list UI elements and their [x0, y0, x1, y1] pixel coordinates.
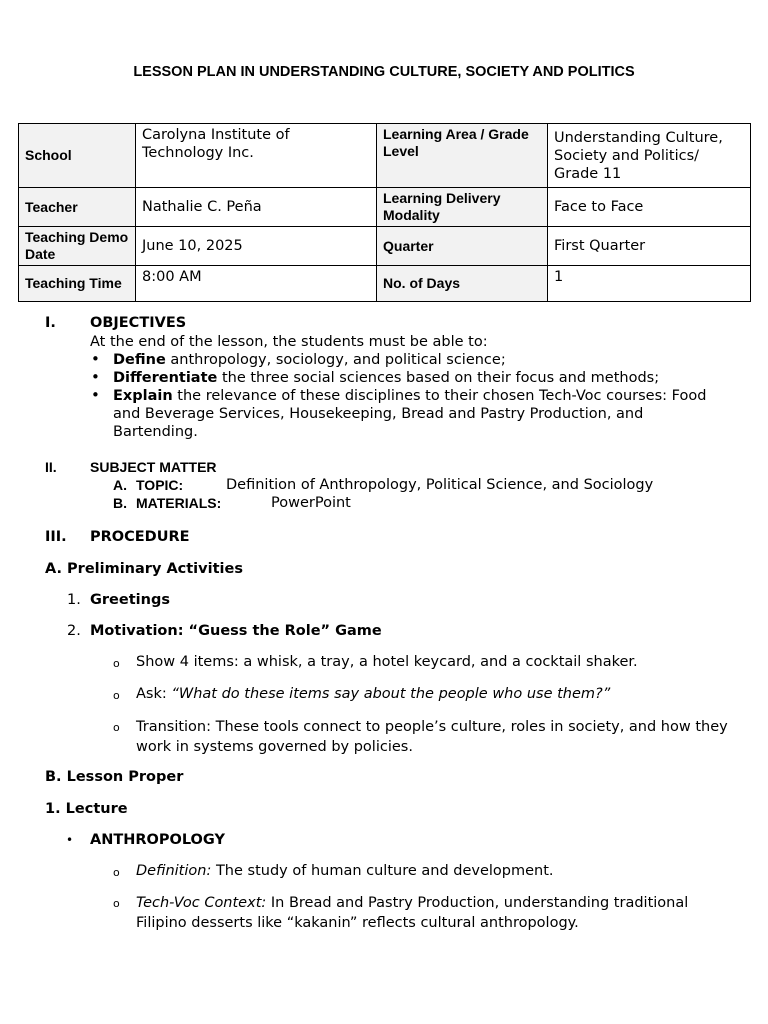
materials-value: PowerPoint [271, 495, 351, 511]
school-value: Carolyna Institute of Technology Inc. [136, 124, 377, 188]
subject-matter-number: II. [45, 459, 57, 475]
motivation-transition-item: Transition: These tools connect to people’s culture, roles in society, and how they work in systems governed by policies. [136, 719, 728, 755]
bullet-icon: • [66, 833, 74, 847]
objective-text: anthropology, sociology, and political science; [165, 352, 506, 368]
ask-label: Ask: [136, 686, 172, 702]
topic-label: TOPIC: [136, 477, 184, 493]
objective-item [113, 351, 733, 369]
lesson-proper-heading: B. Lesson Proper [45, 769, 184, 785]
page-title: LESSON PLAN IN UNDERSTANDING CULTURE, SOCIETY AND POLITICS [133, 64, 635, 80]
objectives-intro: At the end of the lesson, the students must be able to: [90, 334, 488, 350]
objective-text: the three social sciences based on their focus and methods; [217, 370, 660, 386]
circle-bullet-icon: o [113, 721, 120, 734]
lecture-heading: 1. Lecture [45, 801, 128, 817]
circle-bullet-icon: o [113, 897, 120, 910]
procedure-heading: PROCEDURE [90, 529, 190, 545]
modality-value: Face to Face [548, 188, 751, 227]
circle-bullet-icon: o [113, 866, 120, 879]
time-label: Teaching Time [19, 266, 136, 302]
demo-date-value: June 10, 2025 [136, 227, 377, 266]
objective-item [113, 369, 733, 387]
definition-label: Definition: [136, 863, 212, 879]
objective-verb: Differentiate [113, 370, 218, 386]
teacher-value: Nathalie C. Peña [136, 188, 377, 227]
objective-text: the relevance of these disciplines to their chosen Tech-Voc courses: Food and Beverage Services, Housekeeping, Bread and Pastry Production, and Bartending. [113, 388, 707, 440]
topic-value: Definition of Anthropology, Political Science, and Sociology [226, 477, 654, 493]
days-label: No. of Days [377, 266, 548, 302]
school-label: School [19, 124, 136, 188]
anthropology-heading: ANTHROPOLOGY [90, 832, 225, 848]
quarter-label: Quarter [377, 227, 548, 266]
greetings-heading: Greetings [90, 592, 170, 608]
bullet-icon: • [91, 386, 100, 404]
ask-question: “What do these items say about the people who use them?” [171, 686, 611, 702]
objective-item [113, 387, 718, 441]
learning-area-label: Learning Area / Grade Level [377, 124, 548, 188]
learning-area-value: Understanding Culture, Society and Politics/ Grade 11 [548, 124, 751, 188]
objective-verb: Explain [113, 388, 173, 404]
procedure-number: III. [45, 529, 67, 545]
greetings-number: 1. [67, 592, 81, 608]
motivation-ask-item [136, 685, 736, 703]
context-label: Tech-Voc Context: [136, 895, 267, 911]
time-value: 8:00 AM [136, 266, 377, 302]
definition-text: The study of human culture and development. [211, 863, 554, 879]
anthropology-definition [136, 862, 736, 880]
objectives-number: I. [45, 315, 56, 331]
objective-verb: Define [113, 352, 166, 368]
circle-bullet-icon: o [113, 689, 120, 702]
materials-letter: B. [113, 495, 127, 511]
quarter-value: First Quarter [548, 227, 751, 266]
modality-label: Learning Delivery Modality [377, 188, 548, 227]
lesson-info-table [18, 123, 751, 302]
objectives-heading: OBJECTIVES [90, 315, 187, 331]
days-value: 1 [548, 266, 751, 302]
anthropology-context [136, 893, 726, 933]
bullet-icon: • [91, 350, 100, 368]
bullet-icon: • [91, 368, 100, 386]
motivation-heading: Motivation: “Guess the Role” Game [90, 623, 382, 639]
demo-date-label: Teaching Demo Date [19, 227, 136, 266]
circle-bullet-icon: o [113, 657, 120, 670]
teacher-label: Teacher [19, 188, 136, 227]
topic-letter: A. [113, 477, 127, 493]
materials-label: MATERIALS: [136, 495, 222, 511]
motivation-show-item: Show 4 items: a whisk, a tray, a hotel keycard, and a cocktail shaker. [136, 654, 638, 670]
preliminary-activities-heading: A. Preliminary Activities [45, 561, 243, 577]
subject-matter-heading: SUBJECT MATTER [90, 459, 217, 475]
motivation-number: 2. [67, 623, 81, 639]
context-text: In Bread and Pastry Production, understanding traditional Filipino desserts like “kakanin” reflects cultural anthropology. [136, 895, 689, 931]
